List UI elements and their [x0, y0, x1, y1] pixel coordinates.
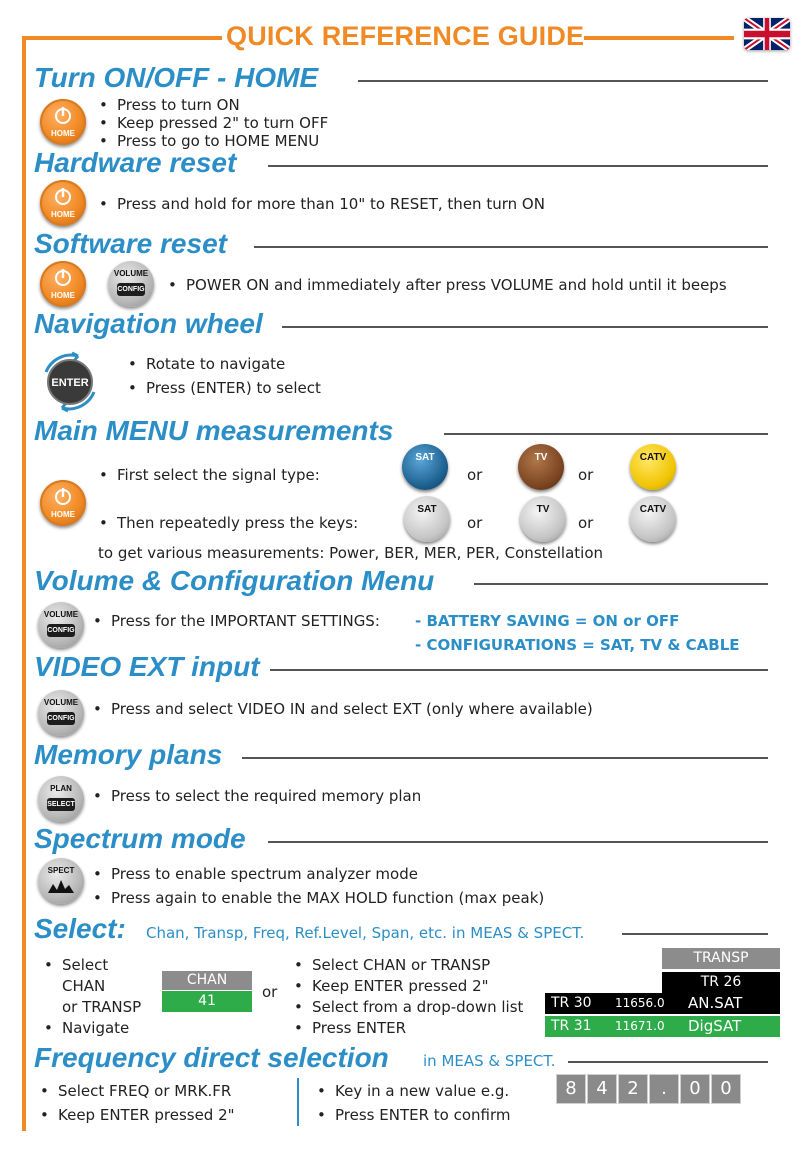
section-title-memory: Memory plans: [34, 739, 223, 770]
section-title-swreset: Software reset: [34, 228, 227, 259]
section-title-spectrum: Spectrum mode: [34, 823, 246, 854]
config-label: CONFIG: [117, 283, 145, 296]
section-rule: [268, 165, 768, 167]
freq-left-1: • Select FREQ or MRK.FR: [58, 1082, 231, 1100]
section-title-select: Select:: [34, 913, 126, 944]
spectrum-item-2: • Press again to enable the MAX HOLD function (max peak): [111, 889, 544, 907]
section-title-navwheel: Navigation wheel: [34, 308, 263, 339]
section-rule: [622, 933, 768, 935]
section-title-videoext: VIDEO EXT input: [34, 651, 260, 682]
hwreset-item-1: • Press and hold for more than 10" to RESET, then turn ON: [117, 195, 545, 213]
or-text: or: [467, 514, 483, 532]
freq-divider: [297, 1078, 299, 1126]
digit: .: [649, 1074, 679, 1104]
transp-row-3-name: DigSAT: [688, 1017, 742, 1035]
config-label: CONFIG: [47, 712, 75, 725]
section-rule: [268, 841, 768, 843]
catv-key-label: CATV: [639, 504, 667, 515]
volume-config-button-icon: [108, 261, 154, 307]
spect-label: SPECT: [47, 866, 75, 875]
sat-label: SAT: [415, 452, 435, 463]
spect-button-icon: [38, 858, 84, 904]
transp-row-2: [545, 993, 780, 1014]
onoff-item-2: • Keep pressed 2" to turn OFF: [117, 114, 328, 132]
chan-table-header: CHAN: [162, 971, 252, 990]
mainmenu-footer: to get various measurements: Power, BER, MER, PER, Constellation: [98, 544, 603, 562]
transp-row-2-tr: TR 30: [551, 995, 592, 1011]
freq-right-2: • Press ENTER to confirm: [335, 1106, 511, 1124]
home-button-label: HOME: [51, 291, 75, 300]
or-text: or: [467, 466, 483, 484]
header-rule-left: [22, 36, 222, 40]
section-rule: [254, 246, 768, 248]
select-right-4: • Press ENTER: [312, 1019, 406, 1037]
volume-item-1: • Press for the IMPORTANT SETTINGS:: [111, 612, 380, 630]
digit: 0: [680, 1074, 710, 1104]
tv-signal-button-icon: [518, 444, 564, 490]
navigation-wheel-icon: [38, 350, 102, 414]
onoff-item-1: • Press to turn ON: [117, 96, 240, 114]
select-right-1: • Select CHAN or TRANSP: [312, 956, 490, 974]
section-rule: [270, 669, 768, 671]
section-title-volume: Volume & Configuration Menu: [34, 565, 435, 596]
transp-row-3: [545, 1016, 780, 1037]
select-subtitle: Chan, Transp, Freq, Ref.Level, Span, etc. in MEAS & SPECT.: [146, 924, 585, 942]
home-button-icon: [40, 480, 86, 526]
mainmenu-item-2: • Then repeatedly press the keys:: [117, 514, 358, 532]
plan-label: PLAN: [50, 784, 72, 793]
sat-signal-button-icon: [402, 444, 448, 490]
select-left-2: CHAN: [62, 977, 106, 995]
transp-row-1-tr: TR 26: [700, 974, 742, 990]
navwheel-item-1: • Rotate to navigate: [146, 355, 285, 373]
transp-row-2-name: AN.SAT: [688, 994, 743, 1012]
plan-select-button-icon: [38, 776, 84, 822]
section-title-hwreset: Hardware reset: [34, 147, 237, 178]
section-rule: [474, 583, 768, 585]
onoff-item-3: • Press to go to HOME MENU: [117, 132, 319, 150]
sat-key-icon: [404, 496, 450, 542]
tv-key-label: TV: [536, 504, 550, 515]
digit: 4: [587, 1074, 617, 1104]
or-text: or: [578, 514, 594, 532]
home-button-label: HOME: [51, 210, 75, 219]
volume-config-button-icon: [38, 602, 84, 648]
config-label: CONFIG: [47, 624, 75, 637]
transp-row-2-freq: 11656.0: [615, 996, 665, 1010]
section-rule: [568, 1061, 768, 1063]
home-button-icon: [40, 99, 86, 145]
uk-flag-icon: [744, 18, 790, 50]
section-rule: [282, 326, 768, 328]
setting-battery-saving: - BATTERY SAVING = ON or OFF: [415, 612, 680, 630]
tv-label: TV: [534, 452, 548, 463]
select-left-4: • Navigate: [62, 1019, 129, 1037]
sat-key-label: SAT: [417, 504, 437, 515]
select-right-3: • Select from a drop-down list: [312, 998, 523, 1016]
digit: 0: [711, 1074, 741, 1104]
catv-signal-button-icon: [630, 444, 676, 490]
section-title-freq: Frequency direct selection: [34, 1042, 389, 1073]
digit: 8: [556, 1074, 586, 1104]
memory-item-1: • Press to select the required memory plan: [111, 787, 421, 805]
select-left-1: • Select: [62, 956, 108, 974]
section-rule: [242, 757, 768, 759]
transp-table-header: TRANSP: [662, 948, 780, 969]
or-text: or: [578, 466, 594, 484]
frequency-digit-display: [556, 1074, 742, 1104]
volume-label: VOLUME: [43, 698, 79, 707]
home-button-label: HOME: [51, 510, 75, 519]
digit: 2: [618, 1074, 648, 1104]
header-rule-right: [584, 36, 734, 40]
home-button-label: HOME: [51, 129, 75, 138]
transp-row-1: [662, 972, 780, 993]
section-rule: [358, 80, 768, 82]
section-title-mainmenu: Main MENU measurements: [34, 415, 394, 446]
select-right-2: • Keep ENTER pressed 2": [312, 977, 489, 995]
page-frame-left: [22, 36, 26, 1131]
freq-left-2: • Keep ENTER pressed 2": [58, 1106, 235, 1124]
catv-key-icon: [630, 496, 676, 542]
chan-table-value: 41: [162, 991, 252, 1012]
volume-label: VOLUME: [113, 269, 149, 278]
or-text: or: [262, 983, 278, 1001]
page-title: QUICK REFERENCE GUIDE: [226, 21, 585, 51]
select-label: SELECT: [47, 798, 75, 811]
volume-label: VOLUME: [43, 610, 79, 619]
tv-key-icon: [520, 496, 566, 542]
home-button-icon: [40, 261, 86, 307]
transp-row-3-tr: TR 31: [551, 1018, 592, 1034]
mainmenu-item-1: • First select the signal type:: [117, 466, 320, 484]
freq-right-1: • Key in a new value e.g.: [335, 1082, 509, 1100]
navwheel-item-2: • Press (ENTER) to select: [146, 379, 321, 397]
select-left-3: or TRANSP: [62, 998, 142, 1016]
transp-row-3-freq: 11671.0: [615, 1019, 665, 1033]
swreset-item-1: • POWER ON and immediately after press VOLUME and hold until it beeps: [186, 276, 727, 294]
setting-configurations: - CONFIGURATIONS = SAT, TV & CABLE: [415, 636, 740, 654]
volume-config-button-icon: [38, 690, 84, 736]
freq-subtitle: in MEAS & SPECT.: [423, 1052, 556, 1070]
home-button-icon: [40, 180, 86, 226]
enter-label: ENTER: [51, 377, 89, 389]
spectrum-item-1: • Press to enable spectrum analyzer mode: [111, 865, 418, 883]
section-title-onoff: Turn ON/OFF - HOME: [34, 62, 319, 93]
videoext-item-1: • Press and select VIDEO IN and select EXT (only where available): [111, 700, 593, 718]
catv-label: CATV: [639, 452, 667, 463]
section-rule: [444, 433, 768, 435]
